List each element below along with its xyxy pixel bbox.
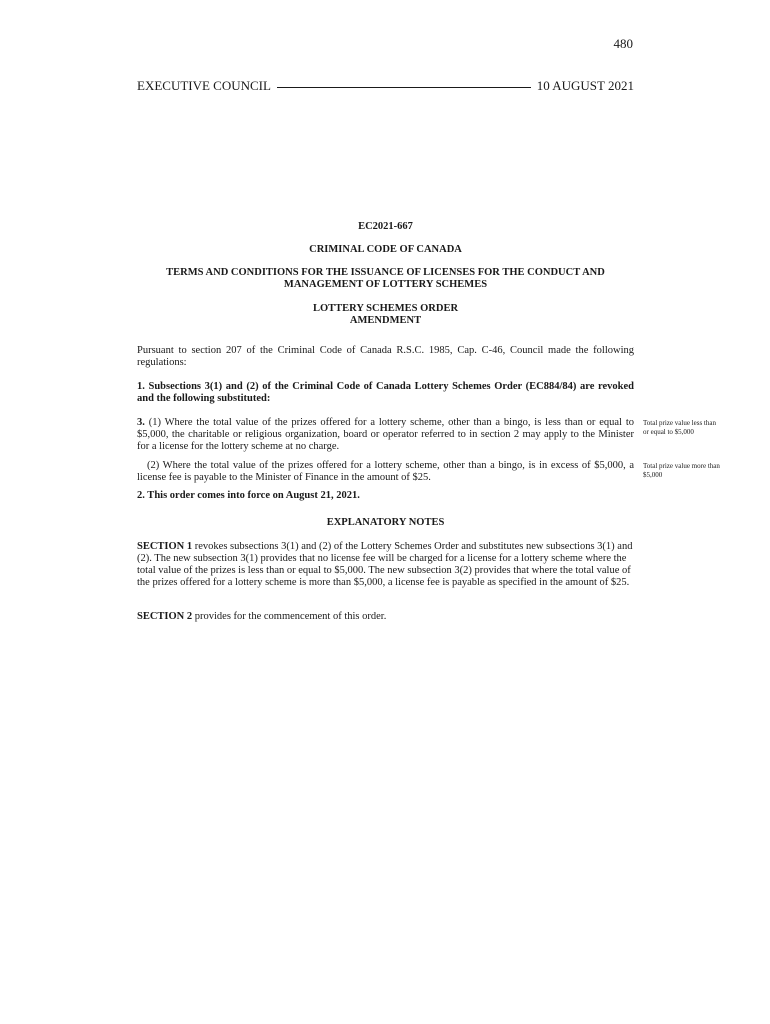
preamble: Pursuant to section 207 of the Criminal Code of Canada R.S.C. 1985, Cap. C-46, Council made the following regulations: <box>137 345 634 368</box>
section-1-text: revokes subsections 3(1) and (2) of the Lottery Schemes Order and substitutes new subsections 3(1) and (2). The new subsection 3(1) provides that no license fee will be charged for a license for a lottery scheme where the total value of the prizes is less than or equal to $5,000. The new subsection 3(2) provides that where the total value of the prizes offered for a lottery scheme is more than $5,000, a license fee is payable as specified in the amount of $25. <box>137 541 633 588</box>
header-date: 10 AUGUST 2021 <box>536 78 634 93</box>
clause-1: 1. Subsections 3(1) and (2) of the Criminal Code of Canada Lottery Schemes Order (EC884/84) are revoked and the following substituted: <box>137 381 634 404</box>
explanatory-section-1 <box>137 541 634 589</box>
section-1-label: SECTION 1 <box>137 541 193 552</box>
act-title: CRIMINAL CODE OF CANADA <box>309 244 462 255</box>
margin-note-2: Total prize value more than $5,000 <box>643 462 720 479</box>
header-rule <box>277 87 531 88</box>
section-2-label: SECTION 2 <box>137 611 193 622</box>
terms-title: TERMS AND CONDITIONS FOR THE ISSUANCE OF LICENSES FOR THE CONDUCT AND MANAGEMENT OF LOTTERY SCHEMES <box>166 267 605 290</box>
clause-2: 2. This order comes into force on August 21, 2021. <box>137 490 360 501</box>
subsection-3-1 <box>137 417 634 453</box>
council-name: EXECUTIVE COUNCIL <box>137 78 271 93</box>
order-number: EC2021-667 <box>358 221 413 232</box>
subsection-3-2: (2) Where the total value of the prizes offered for a lottery scheme, other than a bingo, is in excess of $5,000, a license fee is payable to the Minister of Finance in the amount of $25. <box>137 460 634 483</box>
order-subtitle-line1: LOTTERY SCHEMES ORDER <box>312 303 459 314</box>
page-number: 480 <box>613 36 633 51</box>
explanatory-section-2 <box>137 611 634 623</box>
order-subtitle-line2: AMENDMENT <box>349 315 422 326</box>
section-2-text: provides for the commencement of this order. <box>192 611 387 622</box>
running-header <box>137 78 634 94</box>
section-3-number: 3. <box>137 417 145 428</box>
subsection-3-1-text: (1) Where the total value of the prizes offered for a lottery scheme, other than a bingo, is less than or equal to $5,000, the charitable or religious organization, board or operator referred to in section 2 may apply to the Minister for a license for the lottery scheme at no charge. <box>137 417 634 452</box>
explanatory-heading: EXPLANATORY NOTES <box>326 517 445 528</box>
margin-note-1: Total prize value less than or equal to $5,000 <box>643 419 716 436</box>
